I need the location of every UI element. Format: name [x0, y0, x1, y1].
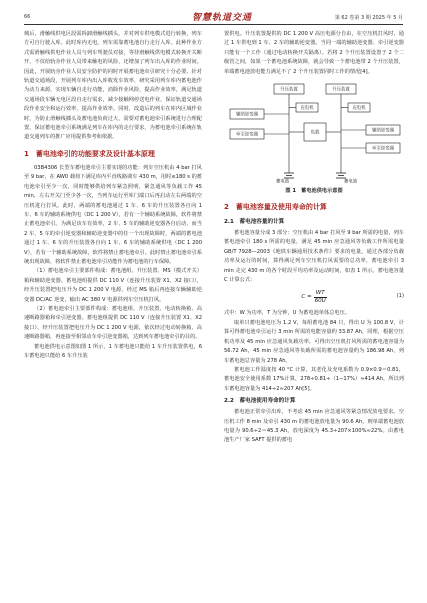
battery-supply-diagram: [224, 81, 404, 185]
journal-logo: 智慧轨道交通: [192, 13, 253, 23]
traction-inverter-label-right: 牵引逆变器: [372, 146, 394, 152]
boost-device-label-left: 升压装置: [280, 87, 298, 93]
paragraph: 取单只蓄电池电压为 1.2 V，每组蓄电池 84 只，得出 U 为 100.8 V，计算可得蓄电池牵引运行 3 min 所需的电能容量约 33.87 Ah，同理，根据空压机功率及 45 min 应急通风负载功率，可得出空压机打风所需的蓄电池容量为 56.72 Ah，45 min 应急通风等负载所需的蓄电池容量约为 186.98 Ah，列车蓄电池总容量为 278 Ah。: [224, 319, 404, 364]
paragraph: 蓄电池工作温度按 40 °C 计算，其老化及充电系数为 0.9×0.9＝0.81，蓄电池安全使用系数 17%计算，278÷0.81÷（1−17%）≈414 Ah，所以列车蓄电池容量为 414÷2≈207 Ah[5]。: [224, 366, 404, 392]
battery-label-left: 蓄电池: [276, 179, 290, 185]
formula-lhs: C =: [301, 293, 312, 300]
right-column: [224, 30, 404, 446]
charger-label-right: 充电机: [352, 106, 366, 112]
formula-numerator: WT: [315, 289, 325, 296]
charger-label-left: 充电机: [300, 106, 314, 112]
paragraph: 城后，滑触线供电区段需拆卸滑触线插头，并对列车供电模式进行转换，列车方可自行驶入库。此时库内无电，列车需靠蓄电池自行走行入库。此种作业方式需滑触线供电作业人员与列车驾驶员对接，等待滑触线供电模式转换开关断开，不仅给轨旁作业人员带来触电的风险，还增加了列车出入库的作业时间。因此，开展轨旁作业人员安全防护的同时开展蓄电池牵引研究十分必要。针对轨道交通场段，开展列车库内出入库收发车效率，研究采用列车库内蓄电池作为动力来源，实现车辆自走行功能，消除作业风险，提高作业效率，满足轨道交通场段车辆无电区段自走行需求，减少接触网停送电作业，保证轨道交通场段作业安全和运行效率，提高作业效率。同时，改造后的列车在库内区域作业时，为防止滑触线插头及蓄电池负荷过大，需要对蓄电池牵引系统进行合理配置，保证蓄电池牵引系统满足列车在库内的走行要求，为蓄电池牵引系统在轨道交通列车的推广应用提供参考和依据。: [24, 31, 202, 141]
paragraph: 03B4306 长型车蓄电池牵引主要实现的功能：列车空压机由 4 bar 打风至 9 bar，在 AW0 载荷下满足库内平直线路调车 430 m，用时≤180 s 的蓄电池牵引至少一次，同时能够供给列车紧急照明、紧急通风等负载工作 45 min，左右开关门至少各一次，当列车运行至库门端口后再启动左右两端的空压机进行打风。此时，两端的蓄电池通过 1 车、6 车的升压装置各自向 1 车、6 车的辅助系统供电（DC 1 200 V），若有一个辅助系统故障，软件将禁止蓄电池牵引。为满足该车有效率，2 车、5 车的辅助逆变器各自启动，而当 2 车、5 车的牵引逆变器和辅助逆变器中的任一个出现故障时，两端的蓄电池通过 1 车、6 车的升压装置各自向 1 车、6 车的辅助系统供电（DC 1 200 V），若有一个辅助系统故障，软件将禁止蓄电池牵引。此时禁止蓄电池牵引系统出现故障，将软件禁止蓄电池牵引功能作为蓄电池的行车保障。: [24, 164, 202, 265]
aux-inverter-label-left: 辅助逆变器: [236, 112, 258, 118]
capacity-formula: [224, 288, 404, 306]
paragraph: 置供电。升压装置提供的 DC 1 200 V 高压电源分自由，在空压机打风时，通过 1 车供电到 1 车、2 车的辅助逆变器。当同一端的辅助逆变器、牵引逆变器只能有一个工作（通过电动转换开关隔离）。若将 2 个升压装置设置于 2 个二级管之间，如果一个蓄电池系统故障，就会导致一个蓄电池带 2 个升压装置，单端蓄电池放电能力满足不了 2 个升压装置同时工作的情况[4]。: [224, 31, 404, 75]
subsection-heading: 2.2 蓄电池使用寿命的计算: [224, 398, 296, 405]
left-column: [24, 30, 202, 361]
figure-caption: 图 1 蓄电池供电示意图: [285, 188, 343, 195]
paragraph: 蓄电池供电示意图如图 1 所示，1 车蓄电池只能给 1 车升压装置供电，6 车蓄电池只能给 6 车升压装: [24, 343, 202, 359]
paragraph: 蓄电池容量分成 3 部分：空压机由 4 bar 打风至 9 bar 所需的电量，列车蓄电池牵引 180 s 所需的电量，满足 45 min 应急通风等负载工作所需电量 GB/T 7928—2003《地铁车辆通用技术条件》要求的电量。通过各部分负载功率及运行的时间，算得满足列车空压机打风需要的总功率，蓄电池牵引 3 min 走完 430 m 的各个时段平均功率及运动时间，如表 1 所示。蓄电池容量 C 计算公式：: [224, 230, 404, 284]
subsection-heading: 2.1 蓄电池容量的计算: [224, 219, 285, 226]
battery-label-right: 蓄电池: [344, 179, 358, 185]
boost-device-label-right: 升压装置: [332, 87, 350, 93]
formula-denominator: 60U: [314, 297, 326, 304]
formula-fraction: [314, 290, 327, 305]
page-header: [24, 10, 403, 24]
paragraph: 式中：W 为功率，T 为分钟，U 为蓄电池单体总电压。: [224, 310, 350, 317]
section-heading: 2 蓄电池容量及使用寿命的计算: [224, 203, 327, 212]
issue-info: 第 62 卷第 3 期 2025 年 5 月: [334, 15, 403, 21]
paragraph: （1）蓄电池牵引主要部件构成：蓄电池组、升压装置、MS（模式开关）箱和辅助逆变器。蓄电池组提供 DC 110 V（连接升压装置 X1、X2 接口），经升压装置把电压升为 DC 1 200 V 电源，经过 MS 箱后再连接车辆辅助逆变器 DC/AC 逆变，输出 AC 380 V 电源供列车空压机打风。: [24, 268, 202, 303]
formula-number: (1): [396, 293, 404, 300]
battery-symbol-right: [336, 173, 346, 178]
page-number: 66: [24, 14, 31, 20]
paragraph: 蓄电池正常牵引出库，不考虑 45 min 应急通风等紧急情况放电要求。空压机工作 8 min 及牵引 430 m 的蓄电池放电量为 90.6 Ah，则单端蓄电池放电量为 90.6÷2＝45.3 Ah，放电深度为 45.3÷207×100%≈22%。由蓄电池生产厂家 SAFT 提供的蓄电: [224, 409, 404, 444]
section-heading: 1 蓄电池牵引的功能要求及设计基本原理: [24, 149, 155, 158]
load-label: 负载: [310, 130, 320, 136]
header-rule: [24, 24, 403, 25]
battery-symbol-left: [284, 173, 294, 178]
traction-inverter-label-left: 牵引逆变器: [236, 132, 258, 138]
paragraph: （2）蓄电池牵引主要部件构成：蓄电池组、升压装置、电动转换箱、高速断路器箱和牵引逆变器。蓄电池组提供 DC 110 V（连接升压装置 X1、X2 接口），经升压装置把电压升为 DC 1 200 V 电源，依次经过电动转换箱、高速断路器箱，再连接至相邻动车牵引逆变器箱，达到列车蓄电池牵引的目的。: [24, 305, 202, 341]
aux-inverter-label-right: 辅助逆变器: [372, 128, 394, 134]
